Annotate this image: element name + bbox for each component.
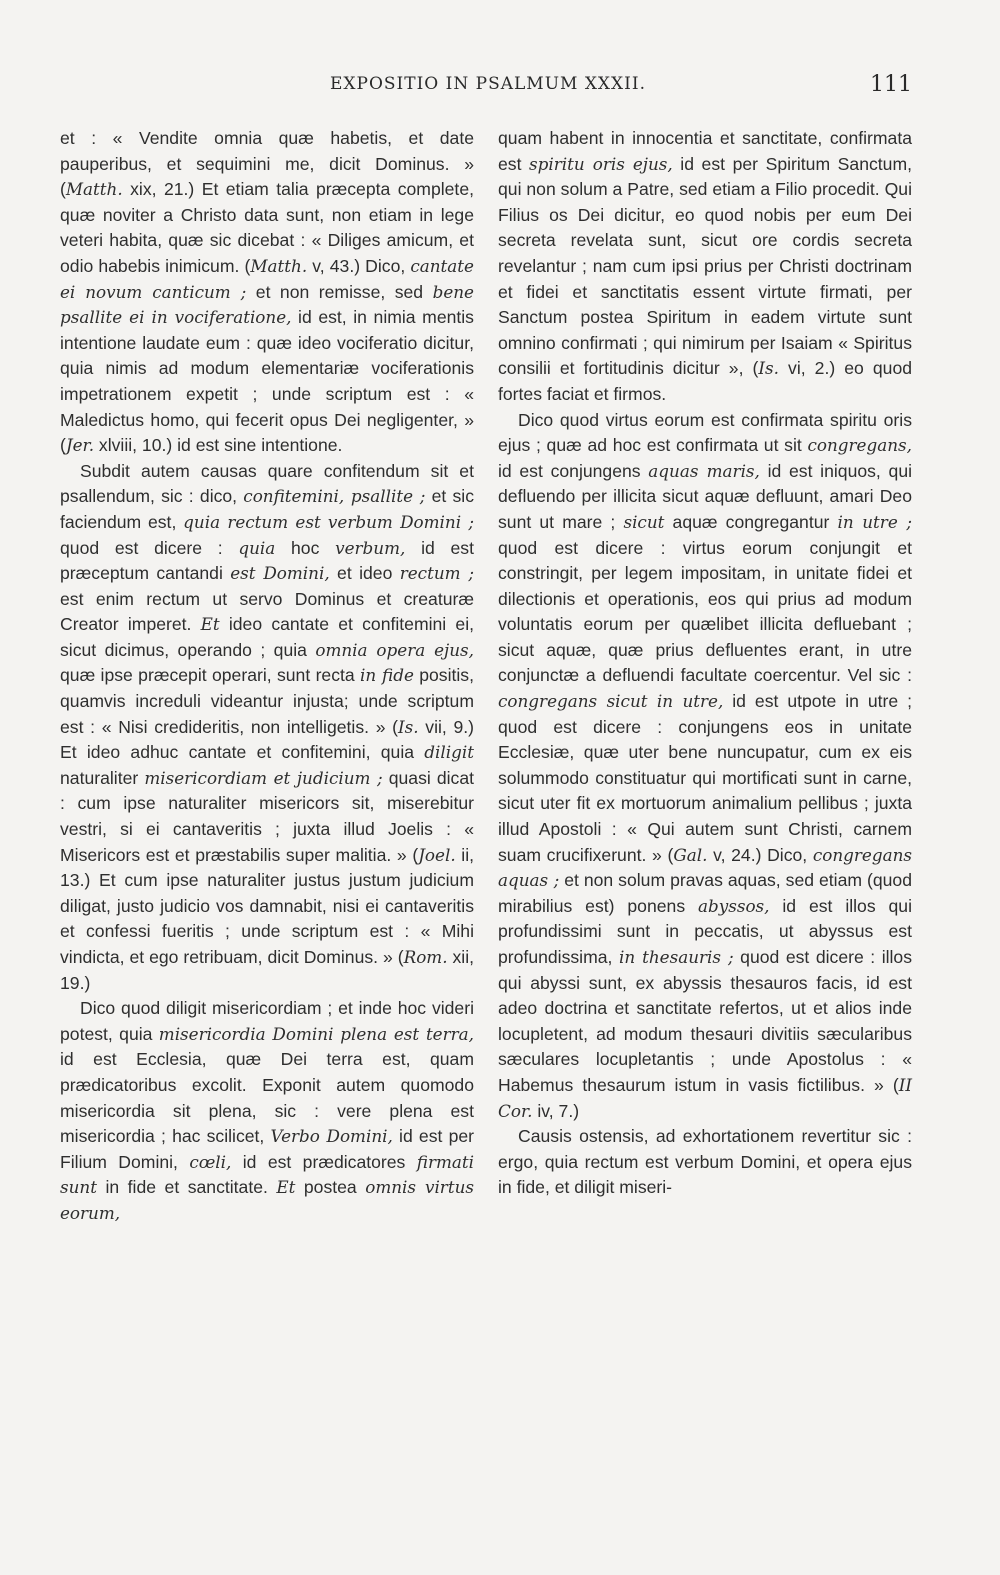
paragraph: et : « Vendite omnia quæ habetis, et date pauperibus, et sequimini me, dicit Dominus. » (Matth. xix, 21.) Et etiam talia præcepta complete, quæ noviter a Christo data sunt, non etiam in lege veteri habita, quæ sic dicebat : « Diliges amicum, et odio habebis inimicum. (Matth. v, 43.) Dico, cantate ei novum canticum ; et non remisse, sed bene psallite ei in vociferatione, id est, in nimia mentis intentione laudate eum : quæ ideo vociferatio dicitur, quia nimis ad modum elementariæ vociferationis impetrationem expetit ; unde scriptum est : « Maledictus homo, qui fecerit opus Dei negligenter, » (Jer. xlviii, 10.) id est sine intentione.: [60, 128, 474, 456]
left-column: [60, 126, 474, 1227]
paragraph: Subdit autem causas quare confitendum sit et psallendum, sic : dico, confitemini, psallite ; et sic faciendum est, quia rectum est verbum Domini ; quod est dicere : quia hoc verbum, id est præceptum cantandi est Domini, et ideo rectum ; est enim rectum ut servo Dominus et creaturæ Creator imperet. Et ideo cantate et confitemini ei, sicut dicimus, operando ; quia omnia opera ejus, quæ ipse præcepit operari, sunt recta in fide positis, quamvis increduli videantur injusta; unde scriptum est : « Nisi credideritis, non intelligetis. » (Is. vii, 9.) Et ideo adhuc cantate et confitemini, quia diligit naturaliter misericordiam et judicium ; quasi dicat : cum ipse naturaliter misericors sit, miserebitur vestri, si ei cantaveritis ; juxta illud Joelis : « Misericors est et præstabilis super malitia. » (Joel. ii, 13.) Et cum ipse naturaliter justus justum judicium diligat, justo judicio vos damnabit, nisi ei cantaveritis et confessi fueritis ; unde scriptum est : « Mihi vindicta, et ego retribuam, dicit Dominus. » (Rom. xii, 19.): [60, 460, 475, 993]
running-title: EXPOSITIO IN PSALMUM XXXII.: [330, 74, 646, 94]
right-column: [498, 126, 912, 1201]
page-header: [0, 74, 1000, 104]
paragraph: Dico quod virtus eorum est confirmata spiritu oris ejus ; quæ ad hoc est confirmata ut sit congregans, id est conjungens aquas maris, id est iniquos, qui defluendo per illicita sicut aquæ defluunt, amari Deo sunt ut mare ; sicut aquæ congregantur in utre ; quod est dicere : virtus eorum conjungit et constringit, per legem impositam, in unitate fidei et dilectionis et operationis, eos qui prius ad modum voluntatis eorum per quælibet illicita defluebant ; sicut aquæ, quæ prius defluentes erant, in utre conjunctæ a defluendi facultate coercentur. Vel sic : congregans sicut in utre, id est utpote in utre ; quod est dicere : conjungens eos in unitate Ecclesiæ, quæ uter bene nuncupatur, cum ex eis solummodo constituatur qui mortificati sunt in carne, sicut uter fit ex mortuorum animalium pellibus ; juxta illud Apostoli : « Qui autem sunt Christi, carnem suam crucifixerunt. » (Gal. v, 24.) Dico, congregans aquas ; et non solum pravas aquas, sed etiam (quod mirabilius est) ponens abyssos, id est illos qui profundissimi sunt in peccatis, ut abyssus est profundissima, in thesauris ; quod est dicere : illos qui abyssi sunt, ex abyssis thesauros facis, id est adeo doctrina et sanctitate refertos, ut et alios inde locupletent, ad modum thesauri divitiis sæcularibus sæculares locupletantis ; unde Apostolus : « Habemus thesaurum istum in vasis fictilibus. » (II Cor. iv, 7.): [498, 409, 913, 1121]
paragraph: Dico quod diligit misericordiam ; et inde hoc videri potest, quia misericordia Domini plena est terra, id est Ecclesia, quæ Dei terra est, quam prædicatoribus excolit. Exponit autem quomodo misericordia sit plena, sic : vere plena est misericordia ; hac scilicet, Verbo Domini, id est per Filium Domini, cœli, id est prædicatores firmati sunt in fide et sanctitate. Et postea omnis virtus eorum,: [60, 998, 475, 1223]
page-number: 111: [870, 72, 912, 97]
paragraph: quam habent in innocentia et sanctitate, confirmata est spiritu oris ejus, id est per Spiritum Sanctum, qui non solum a Patre, sed etiam a Filio procedit. Qui Filius os Dei dicitur, eo quod nobis per eum Dei secreta revelata sunt, sicut ore cordis secreta revelantur ; nam cum ipsi prius per Christi doctrinam et fidei et sanctitatis essent virtute firmati, per Sanctum postea Spiritum in eadem virtute sunt omnino confirmati ; qui nimirum per Isaiam « Spiritus consilii et fortitudinis dicitur », (Is. vi, 2.) eo quod fortes faciat et firmos.: [498, 128, 913, 404]
paragraph: Causis ostensis, ad exhortationem revertitur sic : ergo, quia rectum est verbum Domini, et opera ejus in fide, et diligit miseri-: [498, 1126, 912, 1198]
